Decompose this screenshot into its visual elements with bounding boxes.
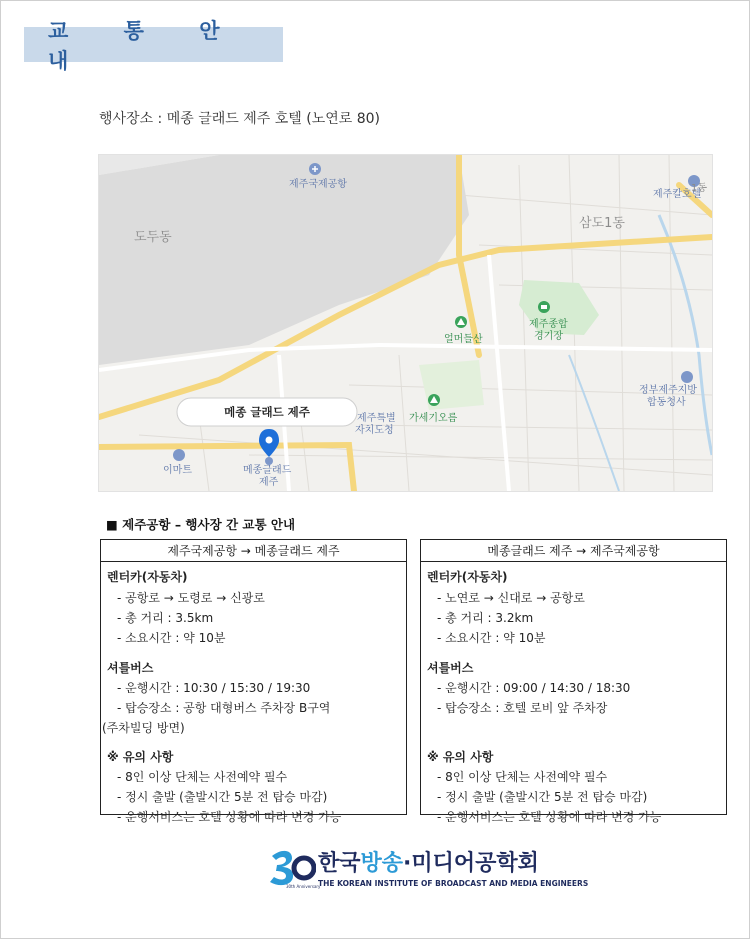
gase-icon xyxy=(428,394,440,406)
logo-korean-pre: 한국 xyxy=(318,851,361,876)
page-title: 교 통 안 내 xyxy=(48,18,244,73)
rental-route-right: - 노연로 → 신대로 → 공항로 xyxy=(437,591,585,605)
label-hotel-small-1: 메종글래드 xyxy=(243,465,292,476)
airport-area xyxy=(99,155,469,365)
label-samdo: 삼도1동 xyxy=(579,216,625,231)
label-airport: 제주국제공항 xyxy=(289,179,347,190)
label-1dong: 1동 xyxy=(691,183,708,194)
rental-time-right: - 소요시간 : 약 10분 xyxy=(437,631,546,645)
govt-icon xyxy=(681,371,693,383)
route-header-right: 메종글래드 제주 → 제주국제공항 xyxy=(421,540,726,562)
mountain-icon xyxy=(455,316,467,328)
airport-icon xyxy=(309,163,321,175)
note-1-left: - 8인 이상 단체는 사전예약 필수 xyxy=(117,770,288,784)
label-eolmeo: 얼머들산 xyxy=(444,334,483,345)
label-govt-2: 합동청사 xyxy=(647,397,686,408)
note-3-right: - 운행서비스는 호텔 상황에 따라 변경 가능 xyxy=(437,810,662,824)
label-govt-1: 정부제주지방 xyxy=(639,385,697,396)
logo-korean-post: ·미디어공학회 xyxy=(403,851,539,876)
notes-title-left: ※ 유의 사항 xyxy=(107,750,174,764)
route-box-airport-to-hotel xyxy=(100,539,407,824)
rental-title-left: 렌터카(자동차) xyxy=(107,570,188,584)
label-province-2: 자치도청 xyxy=(355,425,394,436)
map-canvas xyxy=(99,155,712,491)
shuttle-place-left: - 탑승장소 : 공항 대형버스 주차장 B구역 xyxy=(117,701,331,715)
logo-korean-name xyxy=(318,846,539,877)
shuttle-times-left: - 운행시간 : 10:30 / 15:30 / 19:30 xyxy=(117,681,311,695)
rental-distance-left: - 총 거리 : 3.5km xyxy=(117,611,214,625)
shuttle-times-right: - 운행시간 : 09:00 / 14:30 / 18:30 xyxy=(437,681,631,695)
rental-time-left: - 소요시간 : 약 10분 xyxy=(117,631,226,645)
venue-info: 행사장소 : 메종 글래드 제주 호텔 (노연로 80) xyxy=(99,111,380,127)
route-box-hotel-to-airport xyxy=(420,539,727,824)
section-heading: ■ 제주공항 – 행사장 간 교통 안내 xyxy=(106,517,296,532)
anniversary-text: 30th Anniversary xyxy=(286,884,321,889)
30th-anniversary-emblem-icon xyxy=(268,848,316,888)
hotel-callout[interactable] xyxy=(177,398,357,426)
label-dodu: 도두동 xyxy=(134,230,172,245)
stream xyxy=(659,215,712,455)
shuttle-title-right: 셔틀버스 xyxy=(427,661,474,675)
label-hotel-small-2: 제주 xyxy=(259,477,279,488)
logo-english-name: THE KOREAN INSTITUTE OF BROADCAST AND MEDIA ENGINEERS xyxy=(318,879,589,888)
stadium-icon xyxy=(538,301,550,313)
label-stadium-1: 제주종합 xyxy=(529,319,568,330)
label-emart: 이마트 xyxy=(163,465,192,476)
logo-korean-highlight: 방송 xyxy=(360,851,404,876)
hotel-marker-icon[interactable] xyxy=(259,429,279,465)
note-3-left: - 운행서비스는 호텔 상황에 따라 변경 가능 xyxy=(117,810,342,824)
shuttle-place-left-2: (주차빌딩 방면) xyxy=(102,721,185,735)
rental-title-right: 렌터카(자동차) xyxy=(427,570,508,584)
kosbe-logo xyxy=(268,848,589,894)
label-province-1: 제주특별 xyxy=(357,413,396,424)
shuttle-title-left: 셔틀버스 xyxy=(107,661,154,675)
shuttle-place-right: - 탑승장소 : 호텔 로비 앞 주차장 xyxy=(437,701,608,715)
route-header-left: 제주국제공항 → 메종글래드 제주 xyxy=(101,540,406,562)
note-1-right: - 8인 이상 단체는 사전예약 필수 xyxy=(437,770,608,784)
notes-title-right: ※ 유의 사항 xyxy=(427,750,494,764)
rental-distance-right: - 총 거리 : 3.2km xyxy=(437,611,534,625)
location-map[interactable] xyxy=(98,154,713,492)
label-stadium-2: 경기장 xyxy=(534,331,563,342)
note-2-left: - 정시 출발 (출발시간 5분 전 탑승 마감) xyxy=(117,790,328,804)
label-kal-hotel: 제주칼호텔 xyxy=(653,189,702,200)
label-gase: 가세기오름 xyxy=(409,413,458,424)
page-title-box xyxy=(24,18,283,73)
note-2-right: - 정시 출발 (출발시간 5분 전 탑승 마감) xyxy=(437,790,648,804)
rental-route-left: - 공항로 → 도령로 → 신광로 xyxy=(117,591,265,605)
callout-label: 메종 글래드 제주 xyxy=(224,405,310,419)
emart-icon xyxy=(173,449,185,461)
